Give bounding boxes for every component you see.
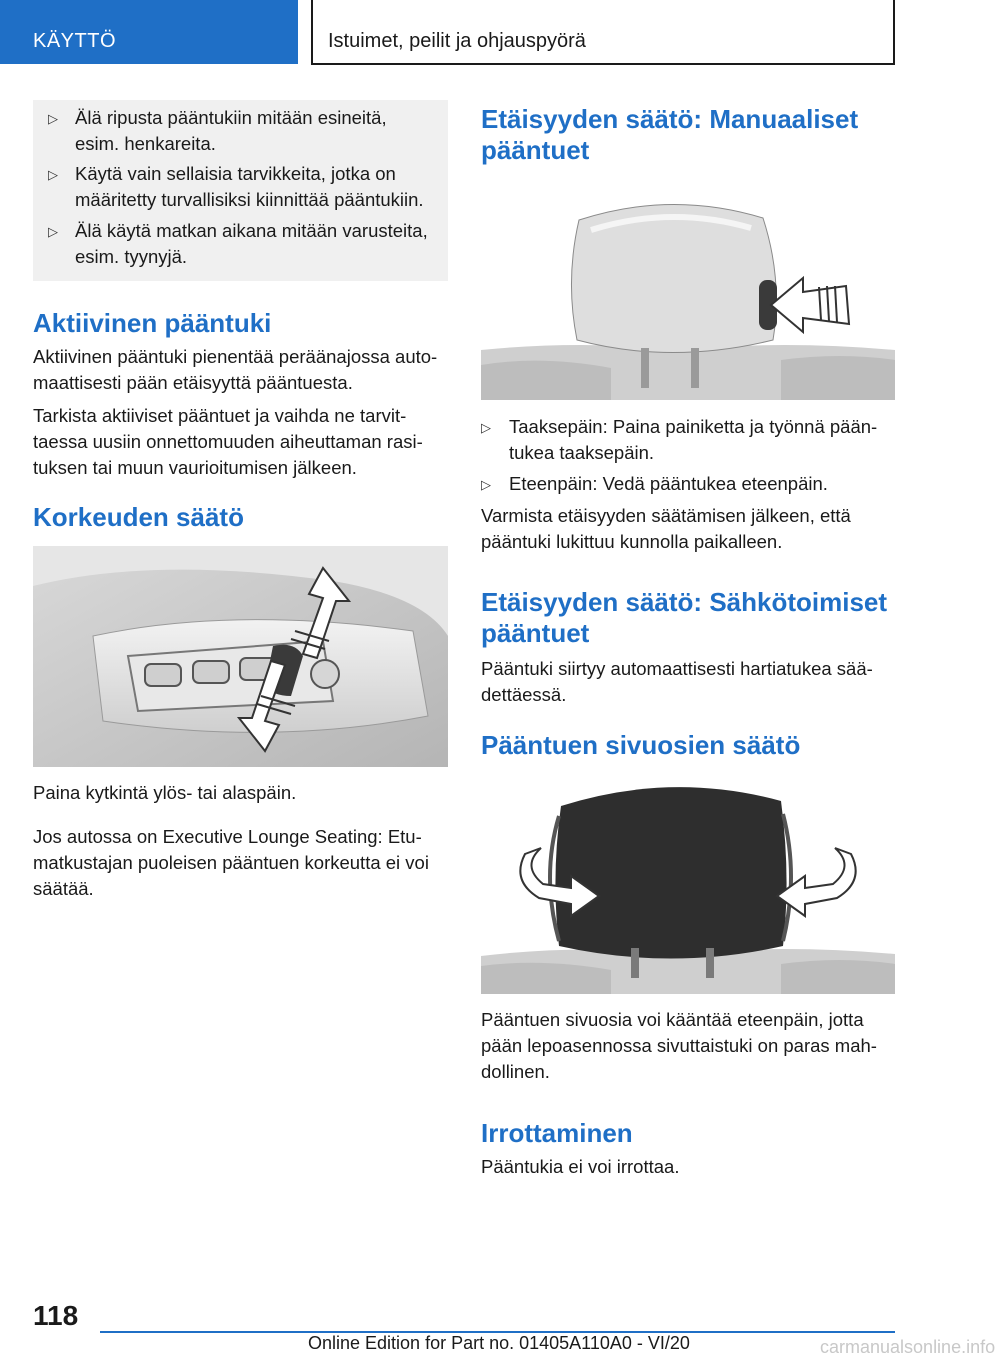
paragraph: Tarkista aktiiviset pääntuet ja vaihda ne tarvit‐ taessa uusiin onnettomuuden aiheuttaman rasi‐ tuksen tai muun vaurioitumisen jälkeen. [33,405,423,478]
list-item-text: Taaksepäin: Paina painiketta ja työnnä pään‐ tukea taaksepäin. [509,416,878,463]
paragraph: Paina kytkintä ylös- tai alaspäin. [33,782,297,803]
triangle-bullet-icon: ▷ [48,224,58,239]
list-item-text: Eteenpäin: Vedä pääntukea eteenpäin. [509,473,828,494]
paragraph: Jos autossa on Executive Lounge Seating: Etu‐ matkustajan puoleisen pääntuen korkeutta ei voi säätää. [33,826,429,899]
page-number: 118 [33,1300,79,1331]
paragraph: Pääntukia ei voi irrottaa. [481,1156,680,1177]
paragraph: Pääntuen sivuosia voi kääntää eteenpäin, jotta pään lepoasennossa sivuttaistuki on paras mah‐ dollinen. [481,1009,877,1082]
triangle-bullet-icon: ▷ [48,167,58,182]
section-tab [0,0,298,64]
watermark: carmanualsonline.info [820,1337,995,1357]
triangle-bullet-icon: ▷ [481,420,491,435]
heading-removal: Irrottaminen [481,1118,633,1148]
edition-text: Online Edition for Part no. 01405A110A0 - VI/20 [308,1333,690,1353]
section-label: KÄYTTÖ [33,30,117,52]
manual-headrest-figure [481,190,895,400]
heading-active-headrest: Aktiivinen pääntuki [33,308,272,338]
list-item-text: Älä käytä matkan aikana mitään varusteita, esim. tyynyjä. [75,220,428,267]
chapter-header [311,0,895,65]
chapter-title: Istuimet, peilit ja ohjauspyörä [328,30,586,52]
triangle-bullet-icon: ▷ [48,111,58,126]
heading-height-adjust: Korkeuden säätö [33,502,244,532]
list-item-text: Älä ripusta pääntukiin mitään esineitä, esim. henkareita. [75,107,387,154]
triangle-bullet-icon: ▷ [481,477,491,492]
paragraph: Pääntuki siirtyy automaattisesti hartiatukea sää‐ dettäessä. [481,658,873,705]
paragraph: Varmista etäisyyden säätämisen jälkeen, että pääntuki lukittuu kunnolla paikalleen. [481,505,851,552]
heading-electric-distance: Etäisyyden säätö: Sähkötoimiset pääntuet [481,587,888,648]
seat-switch-figure [33,546,448,767]
heading-side-wings: Pääntuen sivuosien säätö [481,730,801,760]
paragraph: Aktiivinen pääntuki pienentää peräänajossa auto‐ maattisesti pään etäisyyttä pääntuesta. [33,346,438,393]
note-box [33,100,448,281]
heading-manual-distance: Etäisyyden säätö: Manuaaliset pääntuet [481,104,859,165]
side-wings-figure [481,776,895,994]
list-item-text: Käytä vain sellaisia tarvikkeita, jotka on määritetty turvallisiksi kiinnittää pääntukiin. [75,163,424,210]
